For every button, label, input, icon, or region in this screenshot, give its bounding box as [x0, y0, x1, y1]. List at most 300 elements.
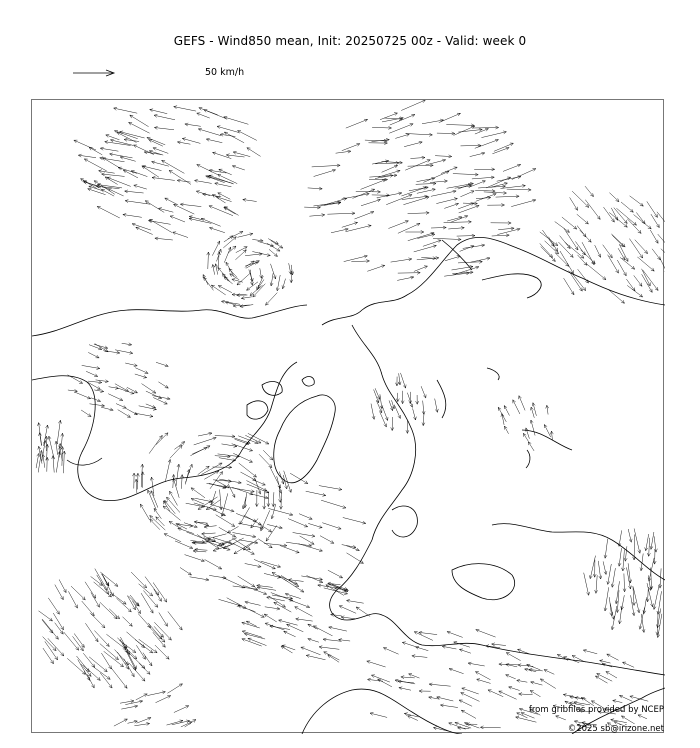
wind-arrow-head: [198, 507, 201, 510]
wind-arrow: [250, 285, 263, 296]
wind-arrow: [109, 609, 119, 619]
wind-arrow: [642, 274, 653, 292]
wind-arrow: [630, 696, 648, 701]
wind-arrow: [145, 577, 159, 596]
wind-arrow: [114, 719, 128, 726]
wind-arrow: [195, 180, 212, 183]
wind-arrow: [375, 163, 399, 164]
wind-arrow: [268, 491, 269, 506]
wind-arrow-head: [188, 572, 192, 575]
wind-arrow: [236, 513, 256, 521]
wind-arrow: [39, 611, 53, 621]
wind-arrow-head: [247, 547, 250, 550]
wind-arrow: [650, 230, 658, 243]
wind-arrow: [64, 632, 79, 650]
wind-arrow: [301, 647, 321, 655]
wind-arrow: [578, 269, 589, 283]
wind-arrow: [162, 160, 185, 173]
wind-arrow: [586, 264, 606, 280]
wind-arrow: [475, 672, 490, 680]
wind-arrow: [607, 654, 619, 660]
wind-arrow: [476, 630, 496, 638]
wind-arrow: [49, 436, 54, 459]
wind-arrow: [108, 394, 123, 401]
wind-arrow: [595, 245, 601, 257]
wind-arrow: [646, 534, 649, 551]
wind-arrow: [136, 227, 153, 234]
wind-arrow: [219, 527, 236, 537]
wind-arrow: [462, 688, 479, 694]
wind-arrow: [280, 546, 299, 553]
wind-arrow: [203, 275, 208, 285]
wind-arrow: [150, 519, 160, 530]
wind-arrow: [169, 170, 191, 184]
wind-arrow-head: [97, 604, 100, 608]
wind-arrow: [138, 614, 151, 628]
wind-arrow: [95, 569, 108, 591]
wind-arrow: [627, 285, 642, 297]
wind-arrow-head: [356, 607, 360, 610]
wind-arrow: [441, 167, 457, 173]
wind-arrow: [264, 492, 265, 510]
wind-arrow: [268, 239, 278, 245]
wind-arrow: [186, 503, 205, 507]
wind-arrow: [584, 573, 589, 596]
wind-arrow: [461, 693, 480, 702]
wind-arrow: [319, 647, 339, 650]
wind-arrow: [320, 536, 334, 544]
wind-arrow: [124, 647, 136, 670]
wind-arrow-head: [216, 546, 219, 549]
wind-arrow: [444, 204, 458, 209]
wind-arrow: [328, 570, 343, 578]
wind-arrow-head: [579, 288, 582, 291]
wind-arrow: [266, 526, 277, 542]
wind-arrow: [458, 184, 472, 189]
wind-arrow: [549, 237, 558, 252]
wind-arrow: [475, 140, 499, 149]
wind-arrow-head: [127, 415, 131, 418]
wind-arrow: [327, 213, 355, 214]
wind-arrow-head: [264, 614, 268, 617]
wind-arrow: [213, 538, 232, 544]
wind-arrow: [176, 464, 179, 486]
wind-arrow: [308, 188, 323, 189]
wind-arrow: [191, 488, 205, 498]
wind-arrow-head: [165, 385, 169, 388]
wind-arrow: [448, 228, 464, 229]
wind-arrow: [85, 582, 96, 598]
wind-arrow: [608, 564, 612, 585]
wind-arrow: [257, 587, 276, 590]
wind-arrow: [142, 384, 156, 394]
wind-arrow: [506, 675, 516, 679]
wind-arrow: [375, 388, 380, 399]
wind-arrow: [577, 226, 586, 237]
wind-arrow: [647, 201, 658, 217]
wind-arrow: [512, 169, 536, 180]
wind-arrow: [343, 518, 366, 524]
wind-arrow: [259, 454, 272, 467]
wind-arrow: [191, 499, 204, 505]
wind-arrow-head: [649, 289, 652, 293]
wind-arrow: [513, 400, 520, 414]
wind-arrow: [402, 196, 428, 199]
wind-arrow-head: [277, 248, 281, 251]
wind-arrow: [451, 216, 468, 223]
wind-arrow: [346, 119, 368, 128]
wind-arrow: [212, 241, 220, 256]
wind-arrow: [261, 561, 281, 567]
wind-arrow: [103, 351, 120, 353]
wind-arrow: [163, 506, 181, 520]
wind-arrow-head: [61, 626, 64, 630]
wind-arrow: [152, 178, 175, 181]
wind-arrow: [511, 200, 536, 207]
wind-arrow: [295, 607, 313, 617]
wind-arrow: [44, 425, 48, 446]
wind-arrow-head: [192, 720, 196, 723]
wind-arrow-head: [575, 247, 578, 251]
wind-arrow: [492, 235, 510, 236]
wind-arrow: [321, 500, 346, 508]
wind-arrow: [156, 517, 165, 526]
wind-arrow: [564, 228, 578, 250]
wind-arrow: [43, 648, 54, 664]
wind-arrow: [135, 368, 148, 374]
wind-arrow: [218, 268, 230, 282]
wind-arrow: [219, 479, 241, 483]
wind-arrow: [127, 651, 145, 668]
wind-arrow: [564, 278, 574, 295]
wind-arrow: [660, 568, 661, 588]
wind-arrow: [582, 242, 594, 265]
wind-arrow: [449, 669, 464, 674]
wind-arrow: [634, 215, 652, 229]
wind-arrow: [629, 239, 642, 258]
wind-arrow: [296, 619, 313, 621]
wind-arrow: [151, 491, 158, 508]
wind-arrow: [555, 253, 569, 267]
wind-arrow: [623, 550, 625, 571]
wind-arrow: [100, 148, 118, 151]
wind-arrow: [241, 472, 257, 481]
wind-arrow-head: [143, 656, 146, 659]
wind-arrow: [458, 262, 482, 263]
wind-arrow-head: [251, 584, 255, 587]
wind-arrow: [59, 443, 60, 457]
wind-arrow: [89, 657, 107, 672]
wind-arrow: [178, 528, 194, 533]
wind-arrow: [527, 665, 541, 670]
wind-arrow: [258, 539, 272, 548]
wind-arrow: [454, 642, 470, 647]
wind-arrow: [612, 235, 623, 246]
wind-arrow-head: [621, 716, 625, 719]
wind-arrow: [159, 613, 168, 627]
wind-arrow-head: [95, 638, 98, 642]
wind-arrow: [68, 375, 83, 384]
wind-arrow: [471, 258, 491, 262]
wind-arrow: [560, 236, 571, 249]
wind-arrow: [375, 175, 393, 178]
wind-arrow: [273, 492, 274, 507]
wind-arrow: [658, 614, 662, 638]
wind-arrow-head: [94, 181, 98, 184]
wind-arrow: [623, 662, 635, 667]
wind-arrow: [585, 200, 600, 220]
wind-arrow: [224, 207, 238, 216]
wind-arrow: [264, 614, 277, 622]
wind-arrow: [637, 257, 654, 271]
wind-arrow: [165, 198, 178, 205]
wind-arrow: [218, 286, 232, 293]
wind-arrow: [423, 240, 441, 246]
wind-arrow: [319, 486, 342, 490]
wind-arrow: [605, 539, 608, 558]
wind-arrow-head: [591, 701, 595, 704]
wind-arrow: [540, 679, 556, 689]
wind-arrow-head: [154, 508, 157, 511]
wind-arrow: [621, 716, 634, 724]
wind-arrow: [269, 596, 286, 607]
wind-arrow: [100, 673, 112, 688]
wind-arrow: [136, 694, 147, 700]
wind-arrow: [624, 574, 625, 592]
wind-arrow: [401, 677, 415, 678]
wind-arrow: [247, 148, 261, 157]
wind-arrow: [208, 534, 227, 539]
wind-arrow: [486, 177, 511, 188]
wind-arrow: [81, 664, 91, 676]
wind-arrow: [361, 180, 386, 190]
wind-arrow-head: [640, 255, 643, 258]
wind-arrow: [91, 593, 100, 608]
wind-arrow: [628, 563, 630, 583]
copyright-credit: ©2025 sb@irizone.net: [567, 724, 664, 734]
legend-label: 50 km/h: [205, 67, 245, 78]
wind-arrow: [436, 198, 457, 203]
wind-arrow: [235, 439, 249, 444]
wind-arrow: [246, 481, 266, 491]
wind-arrow: [499, 691, 517, 699]
wind-arrow: [342, 144, 360, 151]
wind-arrow: [453, 267, 479, 275]
wind-arrow: [312, 165, 340, 167]
wind-arrow: [634, 275, 642, 286]
wind-arrow: [126, 408, 138, 415]
wind-arrow: [404, 142, 422, 147]
wind-arrow-head: [616, 270, 619, 274]
wind-arrow: [287, 624, 304, 632]
wind-arrow: [136, 479, 137, 493]
wind-arrow: [367, 265, 385, 271]
wind-arrow: [204, 277, 214, 290]
wind-arrow: [149, 435, 162, 453]
wind-arrow: [74, 140, 96, 150]
wind-arrow: [630, 196, 644, 206]
wind-arrow-head: [234, 551, 238, 554]
wind-arrow: [595, 676, 607, 683]
wind-arrow: [644, 597, 647, 613]
wind-arrow: [167, 684, 182, 694]
wind-arrow: [499, 664, 519, 665]
wind-arrow: [221, 301, 240, 304]
wind-arrow: [154, 128, 174, 130]
wind-arrow: [170, 216, 185, 222]
wind-arrow: [657, 611, 658, 635]
wind-arrow: [346, 225, 372, 231]
wind-arrow-head: [461, 710, 465, 713]
wind-arrow: [215, 436, 235, 437]
wind-arrow: [504, 426, 508, 434]
wind-arrow: [155, 645, 169, 659]
wind-arrow: [59, 580, 66, 593]
wind-arrow: [409, 187, 428, 191]
wind-arrow: [461, 145, 481, 146]
wind-arrow: [165, 459, 170, 481]
wind-arrow: [110, 140, 133, 146]
wind-arrow: [239, 463, 257, 477]
wind-arrow: [314, 170, 336, 177]
wind-arrow: [213, 152, 232, 158]
wind-arrow: [164, 534, 181, 542]
wind-arrow: [224, 117, 249, 124]
wind-arrow: [220, 134, 235, 136]
wind-arrow-head: [55, 656, 58, 659]
wind-arrow: [577, 214, 589, 224]
wind-arrow: [114, 131, 137, 139]
wind-arrow: [299, 514, 312, 520]
wind-arrow: [230, 488, 254, 492]
wind-arrow: [56, 452, 59, 473]
wind-arrow: [94, 631, 109, 647]
wind-arrow: [36, 453, 39, 468]
wind-arrow-head: [655, 214, 658, 218]
wind-arrow: [460, 191, 474, 197]
wind-arrow: [272, 595, 293, 599]
wind-arrow: [154, 508, 161, 518]
wind-arrow: [401, 373, 406, 388]
wind-arrow: [148, 221, 170, 225]
wind-arrow: [410, 158, 425, 159]
wind-arrow: [101, 653, 111, 669]
wind-arrow: [217, 126, 239, 132]
wind-arrow: [605, 587, 609, 611]
wind-arrow: [344, 256, 368, 262]
wind-arrow: [652, 249, 660, 260]
wind-arrow-head: [211, 285, 215, 288]
wind-arrow: [328, 655, 339, 663]
wind-arrow: [235, 250, 246, 260]
wind-arrow: [439, 113, 461, 122]
wind-arrow: [204, 110, 227, 119]
wind-arrow: [446, 125, 474, 126]
wind-arrow: [597, 674, 613, 682]
wind-arrow: [168, 611, 182, 630]
wind-arrow: [48, 638, 64, 656]
wind-arrow: [81, 410, 91, 417]
wind-arrow-head: [274, 602, 278, 605]
data-source-credit: from gribfiles provided by NCEP: [528, 705, 664, 715]
wind-arrow: [205, 560, 222, 570]
wind-arrow: [562, 217, 577, 229]
wind-arrow: [290, 473, 308, 484]
wind-arrow: [206, 176, 225, 183]
wind-arrow: [146, 391, 162, 398]
wind-arrow: [609, 193, 619, 202]
wind-arrow: [435, 156, 452, 157]
wind-arrow: [247, 282, 259, 291]
wind-arrow: [128, 596, 138, 606]
wind-arrow-head: [138, 610, 141, 614]
wind-arrow: [557, 654, 568, 660]
wind-arrow: [148, 623, 162, 639]
wind-arrow: [658, 591, 662, 614]
wind-arrow: [555, 222, 570, 233]
wind-arrow-head: [179, 684, 183, 687]
wind-arrow: [504, 406, 509, 416]
wind-arrow: [473, 128, 498, 129]
wind-arrow: [263, 450, 273, 460]
wind-arrow: [88, 352, 99, 358]
wind-arrow: [642, 269, 651, 286]
wind-arrow: [268, 508, 293, 515]
wind-arrow: [198, 129, 221, 136]
wind-arrow: [569, 271, 583, 292]
wind-arrow: [108, 189, 123, 196]
wind-arrow: [114, 108, 138, 113]
wind-arrow: [97, 206, 120, 218]
wind-arrow: [93, 666, 110, 679]
wind-arrow: [433, 238, 461, 239]
wind-arrow: [210, 472, 223, 489]
wind-arrow: [116, 404, 126, 408]
wind-arrow: [71, 586, 85, 600]
wind-arrow: [147, 138, 165, 145]
wind-arrow: [182, 138, 200, 143]
wind-arrow: [274, 602, 292, 612]
wind-arrow: [270, 626, 290, 630]
wind-arrow: [208, 252, 209, 269]
wind-arrow: [123, 215, 142, 218]
wind-arrow: [234, 438, 251, 444]
wind-arrow: [401, 187, 426, 196]
wind-arrow: [440, 705, 458, 708]
wind-arrow: [55, 623, 64, 634]
wind-arrow: [209, 575, 226, 578]
wind-arrow: [224, 277, 233, 284]
wind-arrow: [265, 607, 280, 609]
wind-arrow: [237, 273, 250, 285]
wind-arrow: [634, 535, 635, 561]
wind-arrow: [228, 246, 236, 253]
wind-arrow: [249, 610, 264, 618]
wind-arrow: [120, 637, 129, 655]
wind-arrow: [68, 591, 77, 608]
wind-arrow: [382, 165, 398, 172]
wind-arrow: [476, 194, 497, 202]
wind-arrow-head: [575, 207, 578, 211]
wind-arrow: [174, 706, 189, 713]
wind-arrow: [423, 171, 449, 182]
wind-arrow: [619, 530, 622, 546]
wind-arrow: [244, 634, 265, 639]
wind-arrow: [173, 232, 188, 237]
wind-arrow: [106, 135, 120, 140]
wind-arrow: [223, 274, 229, 282]
wind-arrow: [383, 648, 398, 655]
